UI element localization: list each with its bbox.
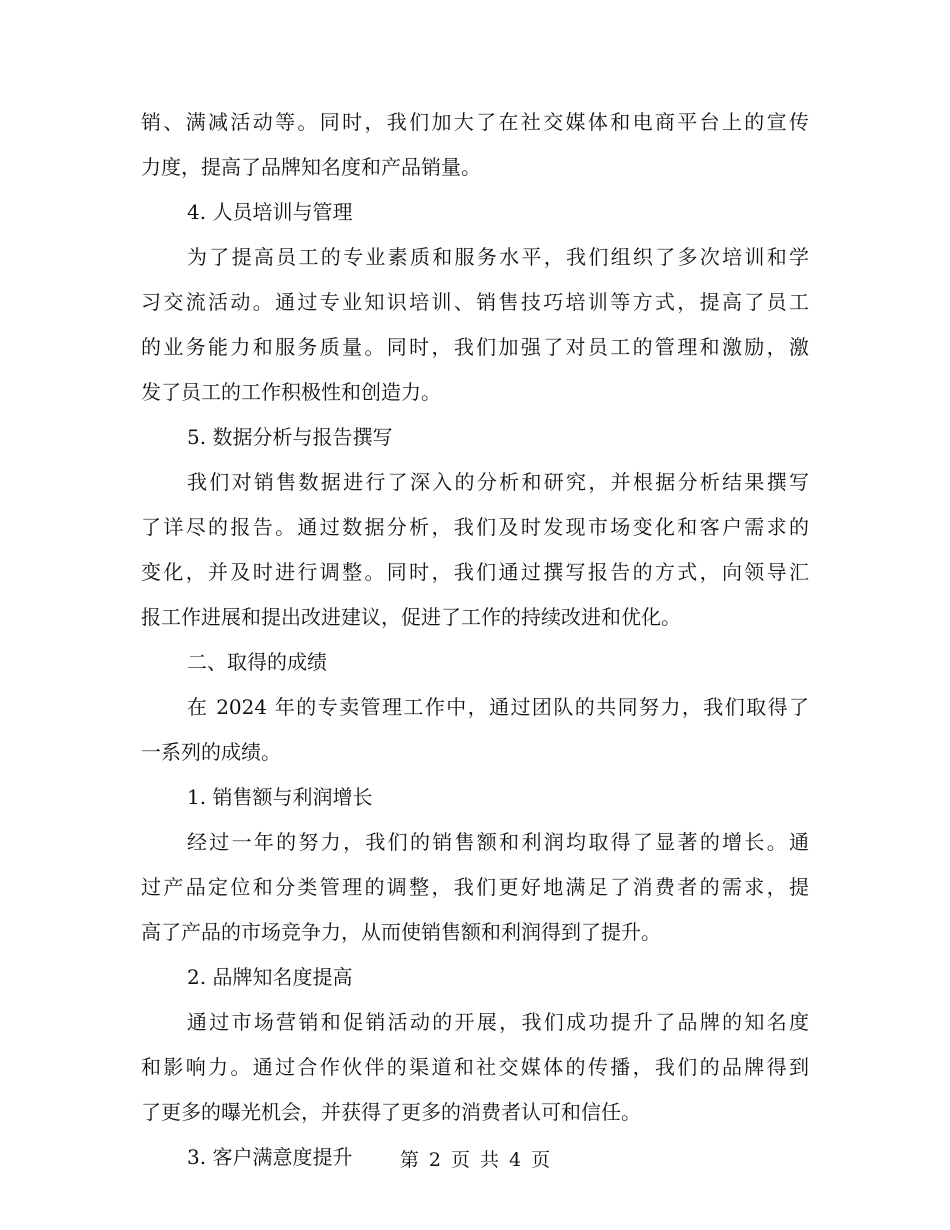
paragraph-line: 在 2024 年的专卖管理工作中，通过团队的共同努力，我们取得了 (187, 695, 809, 719)
section-heading: 4. 人员培训与管理 (187, 200, 353, 224)
paragraph-line: 通过市场营销和促销活动的开展，我们成功提升了品牌的知名度 (187, 1010, 809, 1034)
paragraph-line: 了更多的曝光机会，并获得了更多的消费者认可和信任。 (141, 1100, 641, 1124)
paragraph-line: 发了员工的工作积极性和创造力。 (141, 380, 441, 404)
paragraph-line: 为了提高员工的专业素质和服务水平，我们组织了多次培训和学 (187, 245, 809, 269)
section-heading: 5. 数据分析与报告撰写 (187, 425, 393, 449)
section-heading: 3. 客户满意度提升 (187, 1145, 353, 1169)
paragraph-line: 经过一年的努力，我们的销售额和利润均取得了显著的增长。通 (187, 830, 809, 854)
paragraph-line: 了详尽的报告。通过数据分析，我们及时发现市场变化和客户需求的 (141, 515, 809, 539)
paragraph-line: 我们对销售数据进行了深入的分析和研究，并根据分析结果撰写 (187, 470, 809, 494)
paragraph-line: 销、满减活动等。同时，我们加大了在社交媒体和电商平台上的宣传 (141, 110, 809, 134)
section-heading: 1. 销售额与利润增长 (187, 785, 373, 809)
section-heading: 2. 品牌知名度提高 (187, 965, 353, 989)
section-heading: 二、取得的成绩 (187, 650, 327, 674)
paragraph-line: 和影响力。通过合作伙伴的渠道和社交媒体的传播，我们的品牌得到 (141, 1055, 809, 1079)
paragraph-line: 的业务能力和服务质量。同时，我们加强了对员工的管理和激励，激 (141, 335, 809, 359)
paragraph-line: 一系列的成绩。 (141, 740, 281, 764)
paragraph-line: 过产品定位和分类管理的调整，我们更好地满足了消费者的需求，提 (141, 875, 809, 899)
page-number-footer: 第 2 页 共 4 页 (399, 1149, 551, 1171)
document-body (141, 100, 809, 1180)
paragraph-line: 报工作进展和提出改进建议，促进了工作的持续改进和优化。 (141, 605, 681, 629)
paragraph-line: 高了产品的市场竞争力，从而使销售额和利润得到了提升。 (141, 920, 661, 944)
paragraph-line: 力度，提高了品牌知名度和产品销量。 (141, 155, 481, 179)
paragraph-line: 习交流活动。通过专业知识培训、销售技巧培训等方式，提高了员工 (141, 290, 809, 314)
paragraph-line: 变化，并及时进行调整。同时，我们通过撰写报告的方式，向领导汇 (141, 560, 809, 584)
